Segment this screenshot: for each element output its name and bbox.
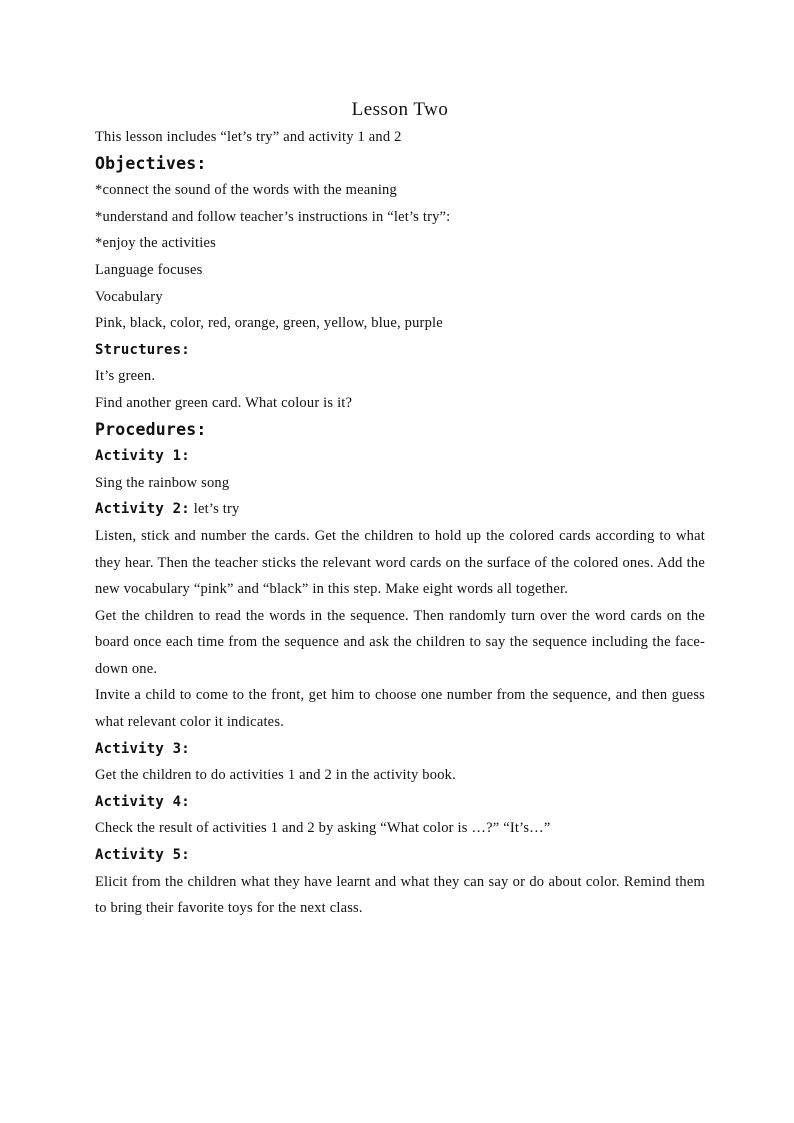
lesson-document [95, 96, 705, 922]
procedures-heading: Procedures: [95, 419, 207, 439]
objectives-heading: Objectives: [95, 153, 207, 173]
objective-item: *connect the sound of the words with the meaning [95, 182, 397, 199]
activity-4-heading: Activity 4: [95, 793, 190, 810]
activity-5-heading: Activity 5: [95, 847, 190, 864]
activity-2-heading-line [95, 496, 705, 523]
intro-text: This lesson includes “let’s try” and activity 1 and 2 [95, 129, 402, 145]
vocabulary-label: Vocabulary [95, 288, 163, 305]
page-title: Lesson Two [351, 99, 449, 120]
structure-item: Find another green card. What colour is it? [95, 394, 353, 411]
activity-4-text: Check the result of activities 1 and 2 by asking “What color is …?” “It’s…” [95, 820, 551, 837]
activity-1-heading: Activity 1: [95, 448, 190, 465]
activity-2-paragraph: Listen, stick and number the cards. Get the children to hold up the colored cards according to what they hear. Then the teacher sticks the relevant word cards on the surface of the colored ones. Add the new vocabulary “pink” and “black” in this step. Make eight words all together. [95, 527, 705, 598]
activity-2-paragraph: Get the children to read the words in the sequence. Then randomly turn over the word cards on the board once each time from the sequence and ask the children to say the sequence including the face-down one. [95, 607, 705, 677]
activity-2-heading: Activity 2: [95, 501, 190, 518]
activity-1-text: Sing the rainbow song [95, 474, 230, 491]
structure-item: It’s green. [95, 368, 156, 385]
structures-heading: Structures: [95, 341, 190, 358]
activity-3-text: Get the children to do activities 1 and 2 in the activity book. [95, 767, 456, 784]
activity-2-paragraph: Invite a child to come to the front, get him to choose one number from the sequence, and then guess what relevant color it indicates. [95, 687, 705, 731]
activity-2-subtitle: let’s try [189, 501, 240, 518]
vocabulary-list: Pink, black, color, red, orange, green, yellow, blue, purple [95, 315, 443, 332]
language-focuses-label: Language focuses [95, 261, 203, 278]
activity-5-text: Elicit from the children what they have learnt and what they can say or do about color. Remind them to bring their favorite toys for the next class. [95, 873, 705, 917]
activity-3-heading: Activity 3: [95, 740, 190, 757]
objective-item: *enjoy the activities [95, 235, 216, 252]
objective-item: *understand and follow teacher’s instructions in “let’s try”: [95, 208, 451, 225]
